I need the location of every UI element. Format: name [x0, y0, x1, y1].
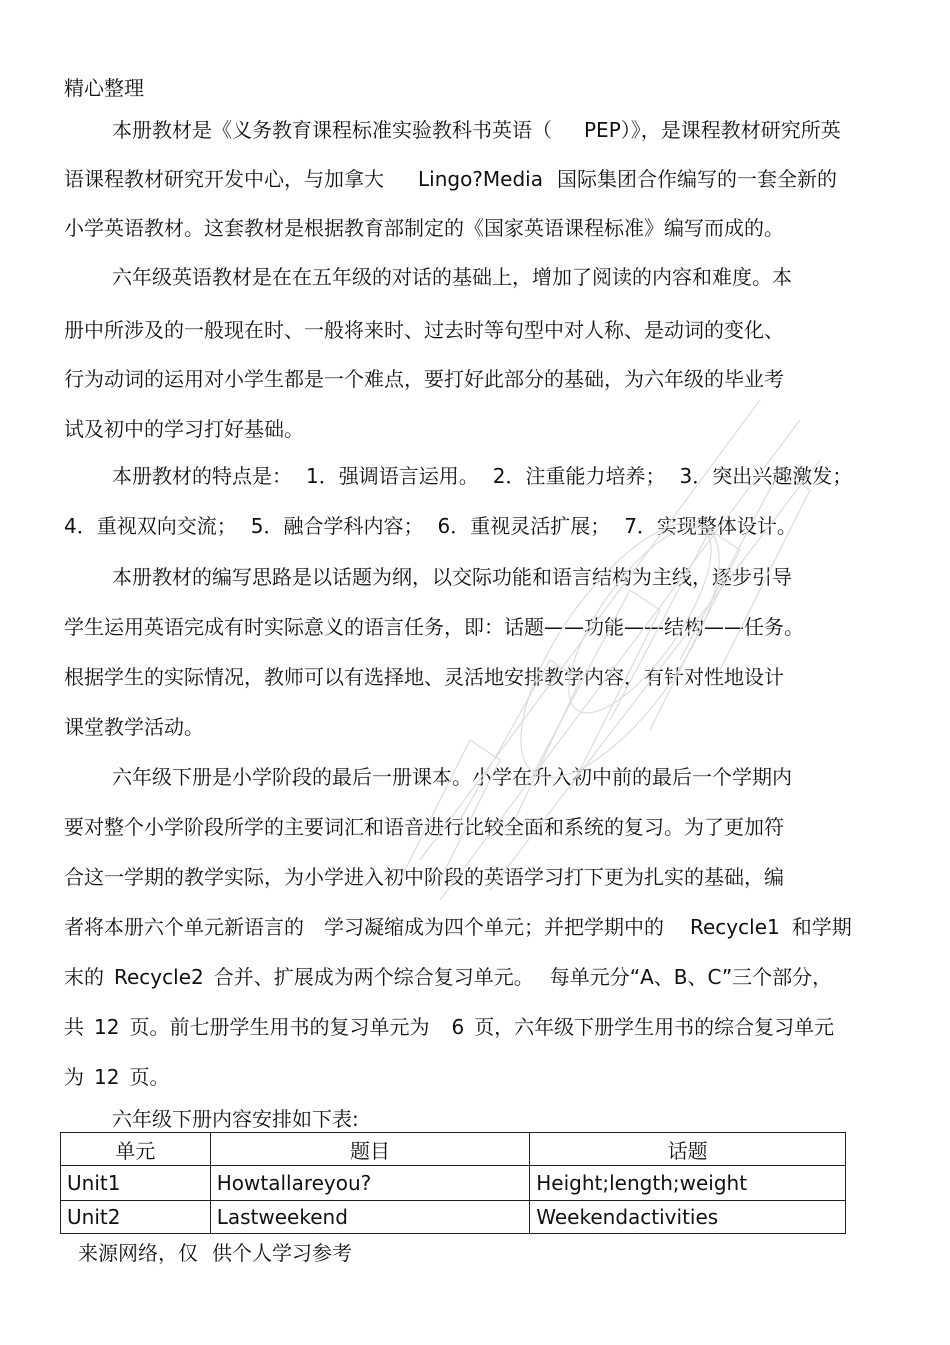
content-table	[60, 1132, 846, 1234]
table-header-cell: 题目	[210, 1133, 530, 1166]
table-row	[61, 1201, 846, 1234]
text-segment: 合并、扩展成为两个综合复习单元。	[213, 965, 534, 989]
paragraph-1-line-1	[112, 118, 841, 142]
paragraph-5-line-2: 要对整个小学阶段所学的主要词汇和语音进行比较全面和系统的复习。为了更加符	[64, 815, 784, 839]
text-segment: 供个人学习参考	[212, 1241, 352, 1265]
text-segment: 来源网络，仅	[78, 1241, 198, 1265]
paragraph-3-line-2	[64, 514, 797, 538]
paragraph-1-line-2	[64, 167, 837, 191]
paragraph-5-line-6	[64, 1015, 834, 1039]
text-segment: 12	[94, 1065, 120, 1089]
text-segment: 本册教材是《义务教育课程标准实验教科书英语（	[112, 118, 552, 142]
paragraph-1-line-3: 小学英语教材。这套教材是根据教育部制定的《国家英语课程标准》编写而成的。	[64, 216, 784, 240]
text-segment: 6．重视灵活扩展；	[437, 514, 611, 538]
table-header-row	[61, 1133, 846, 1166]
text-segment: 页。前七册学生用书的复习单元为	[129, 1015, 430, 1039]
table-cell: Weekendactivities	[530, 1201, 846, 1234]
text-segment: 12	[94, 1015, 120, 1039]
text-segment: 页。	[129, 1065, 170, 1089]
text-segment: 本册教材的特点是：	[112, 464, 292, 488]
text-segment: 末的	[64, 965, 104, 989]
table-row	[61, 1166, 846, 1201]
text-segment: Recycle1	[690, 915, 780, 939]
text-segment: 学习凝缩成为四个单元；并把学期中的	[324, 915, 664, 939]
text-segment: 语课程教材研究开发中心，与加拿大	[64, 167, 384, 191]
paragraph-5-line-5	[64, 965, 832, 989]
table-header-cell: 单元	[61, 1133, 211, 1166]
paragraph-4-line-4: 课堂教学活动。	[64, 715, 204, 739]
paragraph-4-line-3: 根据学生的实际情况，教师可以有选择地、灵活地安排教学内容，有针对性地设计	[64, 665, 784, 689]
paragraph-4-line-1: 本册教材的编写思路是以话题为纲，以交际功能和语言结构为主线，逐步引导	[112, 565, 792, 589]
text-segment: 3．突出兴趣激发；	[679, 464, 853, 488]
text-segment: ）》，是课程教材研究所英	[620, 118, 841, 142]
paragraph-5-line-1: 六年级下册是小学阶段的最后一册课本。小学在升入初中前的最后一个学期内	[112, 765, 792, 789]
text-segment: 7．实现整体设计。	[624, 514, 797, 538]
paragraph-5-line-4	[64, 915, 852, 939]
table-cell: Unit2	[61, 1201, 211, 1234]
paragraph-2-line-2: 册中所涉及的一般现在时、一般将来时、过去时等句型中对人称、是动词的变化、	[64, 318, 784, 342]
text-segment: 2．注重能力培养；	[492, 464, 666, 488]
paragraph-3-line-1	[112, 464, 852, 488]
text-segment: 1．强调语言运用。	[306, 464, 479, 488]
paragraph-4-line-2: 学生运用英语完成有时实际意义的语言任务，即：话题——功能——结构——任务。	[64, 615, 804, 639]
text-segment: 每单元分“A、B、C”三个部分，	[549, 965, 833, 989]
paragraph-5-line-3: 合这一学期的教学实际，为小学进入初中阶段的英语学习打下更为扎实的基础，编	[64, 865, 784, 889]
text-segment: 6	[451, 1015, 465, 1039]
table-caption: 六年级下册内容安排如下表:	[112, 1107, 359, 1131]
table-cell: Unit1	[61, 1166, 211, 1201]
table-header-cell: 话题	[530, 1133, 846, 1166]
paragraph-2-line-1: 六年级英语教材是在在五年级的对话的基础上，增加了阅读的内容和难度。本	[112, 265, 792, 289]
text-segment: 5．融合学科内容；	[250, 514, 424, 538]
paragraph-2-line-3: 行为动词的运用对小学生都是一个难点，要打好此部分的基础，为六年级的毕业考	[64, 367, 784, 391]
text-segment: Lingo?Media	[418, 167, 543, 191]
page-header: 精心整理	[64, 76, 144, 100]
table-cell: Lastweekend	[210, 1201, 530, 1234]
text-segment: 者将本册六个单元新语言的	[64, 915, 304, 939]
text-segment: 页，六年级下册学生用书的综合复习单元	[474, 1015, 835, 1039]
paragraph-2-line-4: 试及初中的学习打好基础。	[64, 417, 304, 441]
text-segment: 国际集团合作编写的一套全新的	[557, 167, 837, 191]
text-segment: 和学期	[791, 915, 852, 939]
text-segment: 为	[64, 1065, 84, 1089]
text-segment: 共	[64, 1015, 84, 1039]
text-segment: PEP	[584, 118, 621, 142]
table-cell: Height;length;weight	[530, 1166, 846, 1201]
table-cell: Howtallareyou?	[210, 1166, 530, 1201]
paragraph-5-line-7	[64, 1065, 169, 1089]
text-segment: Recycle2	[114, 965, 204, 989]
page-footer	[78, 1241, 352, 1265]
text-segment: 4．重视双向交流；	[64, 514, 237, 538]
